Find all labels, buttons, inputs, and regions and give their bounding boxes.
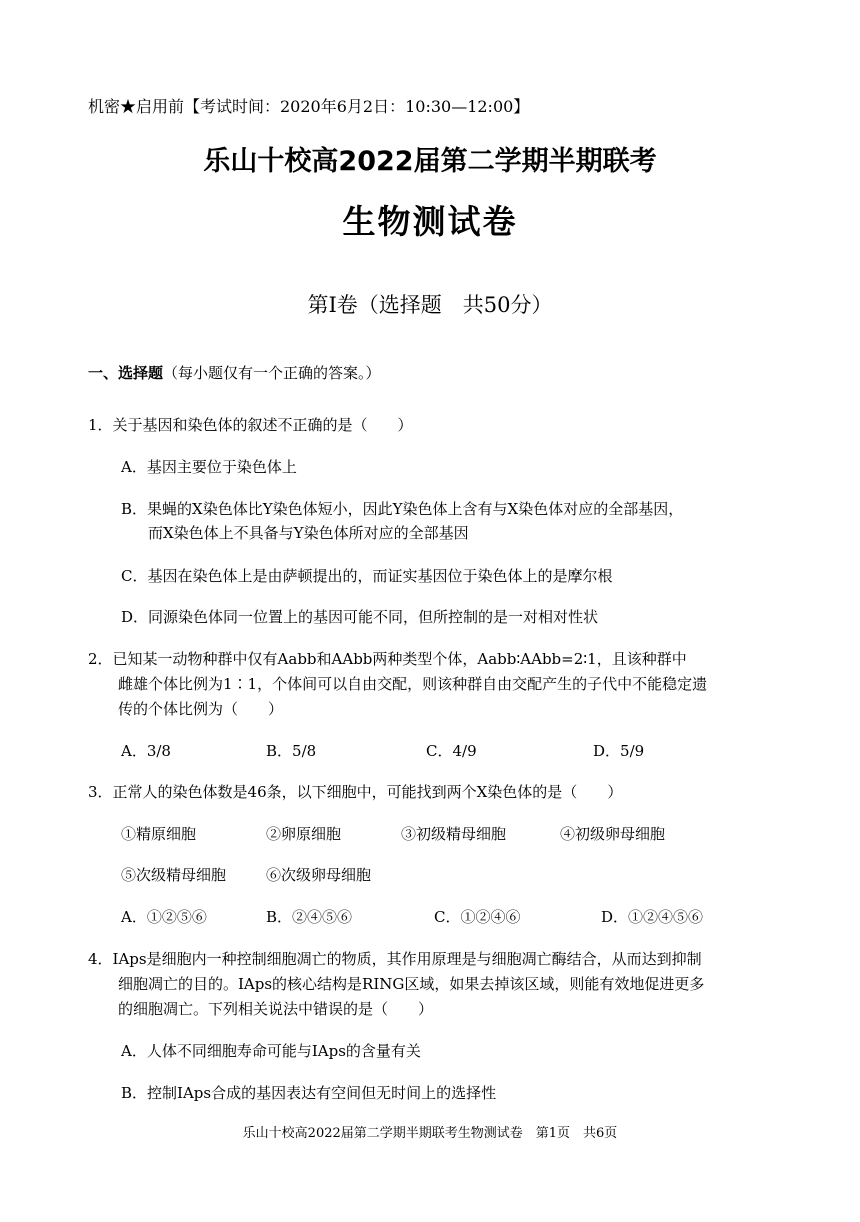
page-footer: 乐山十校高2022届第二学期半期联考生物测试卷 第1页 共6页: [242, 1126, 618, 1141]
exam-header: 机密★启用前【考试时间：2020年6月2日：10:30—12:00】: [88, 97, 530, 116]
option-d: D．同源染色体同一位置上的基因可能不同，但所控制的是一对相对性状: [121, 608, 599, 626]
option-b-continued: 而X染色体上不具备与Y染色体所对应的全部基因: [148, 524, 469, 542]
part-label: 一、选择题: [88, 364, 164, 382]
question-stem-line-3: 传的个体比例为（ ）: [118, 700, 284, 718]
option-d: D．①②④⑤⑥: [601, 908, 704, 926]
question-stem: 1．关于基因和染色体的叙述不正确的是（ ）: [88, 416, 413, 434]
cell-option-4: ④初级卵母细胞: [560, 825, 666, 843]
option-b: B．控制IAps合成的基因表达有空间但无时间上的选择性: [121, 1084, 497, 1102]
section-heading: 第Ⅰ卷（选择题 共50分）: [307, 293, 553, 317]
option-b: B．果蝇的X染色体比Y染色体短小，因此Y染色体上含有与X染色体对应的全部基因，: [121, 500, 684, 518]
question-stem-line-3: 的细胞凋亡。下列相关说法中错误的是（ ）: [118, 1000, 434, 1018]
subject-title: 生物测试卷: [342, 202, 518, 241]
part-note: （每小题仅有一个正确的答案。）: [163, 364, 381, 382]
option-d: D．5/9: [593, 742, 645, 760]
option-c: C．基因在染色体上是由萨顿提出的，而证实基因位于染色体上的是摩尔根: [121, 567, 613, 585]
question-stem-line-2: 细胞凋亡的目的。IAps的核心结构是RING区域，如果去掉该区域，则能有效地促进更多: [118, 975, 705, 993]
cell-option-1: ①精原细胞: [121, 825, 197, 843]
part-heading: [88, 362, 381, 383]
cell-option-5: ⑤次级精母细胞: [121, 866, 227, 884]
question-stem: 4．IAps是细胞内一种控制细胞凋亡的物质，其作用原理是与细胞凋亡酶结合，从而达到抑制: [88, 950, 702, 968]
option-c: C．4/9: [426, 742, 477, 760]
cell-option-6: ⑥次级卵母细胞: [266, 866, 372, 884]
option-c: C．①②④⑥: [434, 908, 521, 926]
option-a: A．人体不同细胞寿命可能与IAps的含量有关: [121, 1042, 421, 1060]
exam-title: 乐山十校高2022届第二学期半期联考: [203, 146, 657, 177]
option-b: B．②④⑤⑥: [266, 908, 353, 926]
option-a: A．基因主要位于染色体上: [121, 458, 297, 476]
option-a: A．①②⑤⑥: [121, 908, 207, 926]
cell-option-2: ②卵原细胞: [266, 825, 342, 843]
option-a: A．3/8: [121, 742, 171, 760]
question-stem: 3．正常人的染色体数是46条，以下细胞中，可能找到两个X染色体的是（ ）: [88, 783, 623, 801]
question-stem: 2．已知某一动物种群中仅有Aabb和AAbb两种类型个体，Aabb∶AAbb=2∶1，且该种群中: [88, 650, 687, 668]
option-b: B．5/8: [266, 742, 317, 760]
question-stem-line-2: 雌雄个体比例为1∶1，个体间可以自由交配，则该种群自由交配产生的子代中不能稳定遗: [118, 675, 708, 693]
cell-option-3: ③初级精母细胞: [401, 825, 507, 843]
